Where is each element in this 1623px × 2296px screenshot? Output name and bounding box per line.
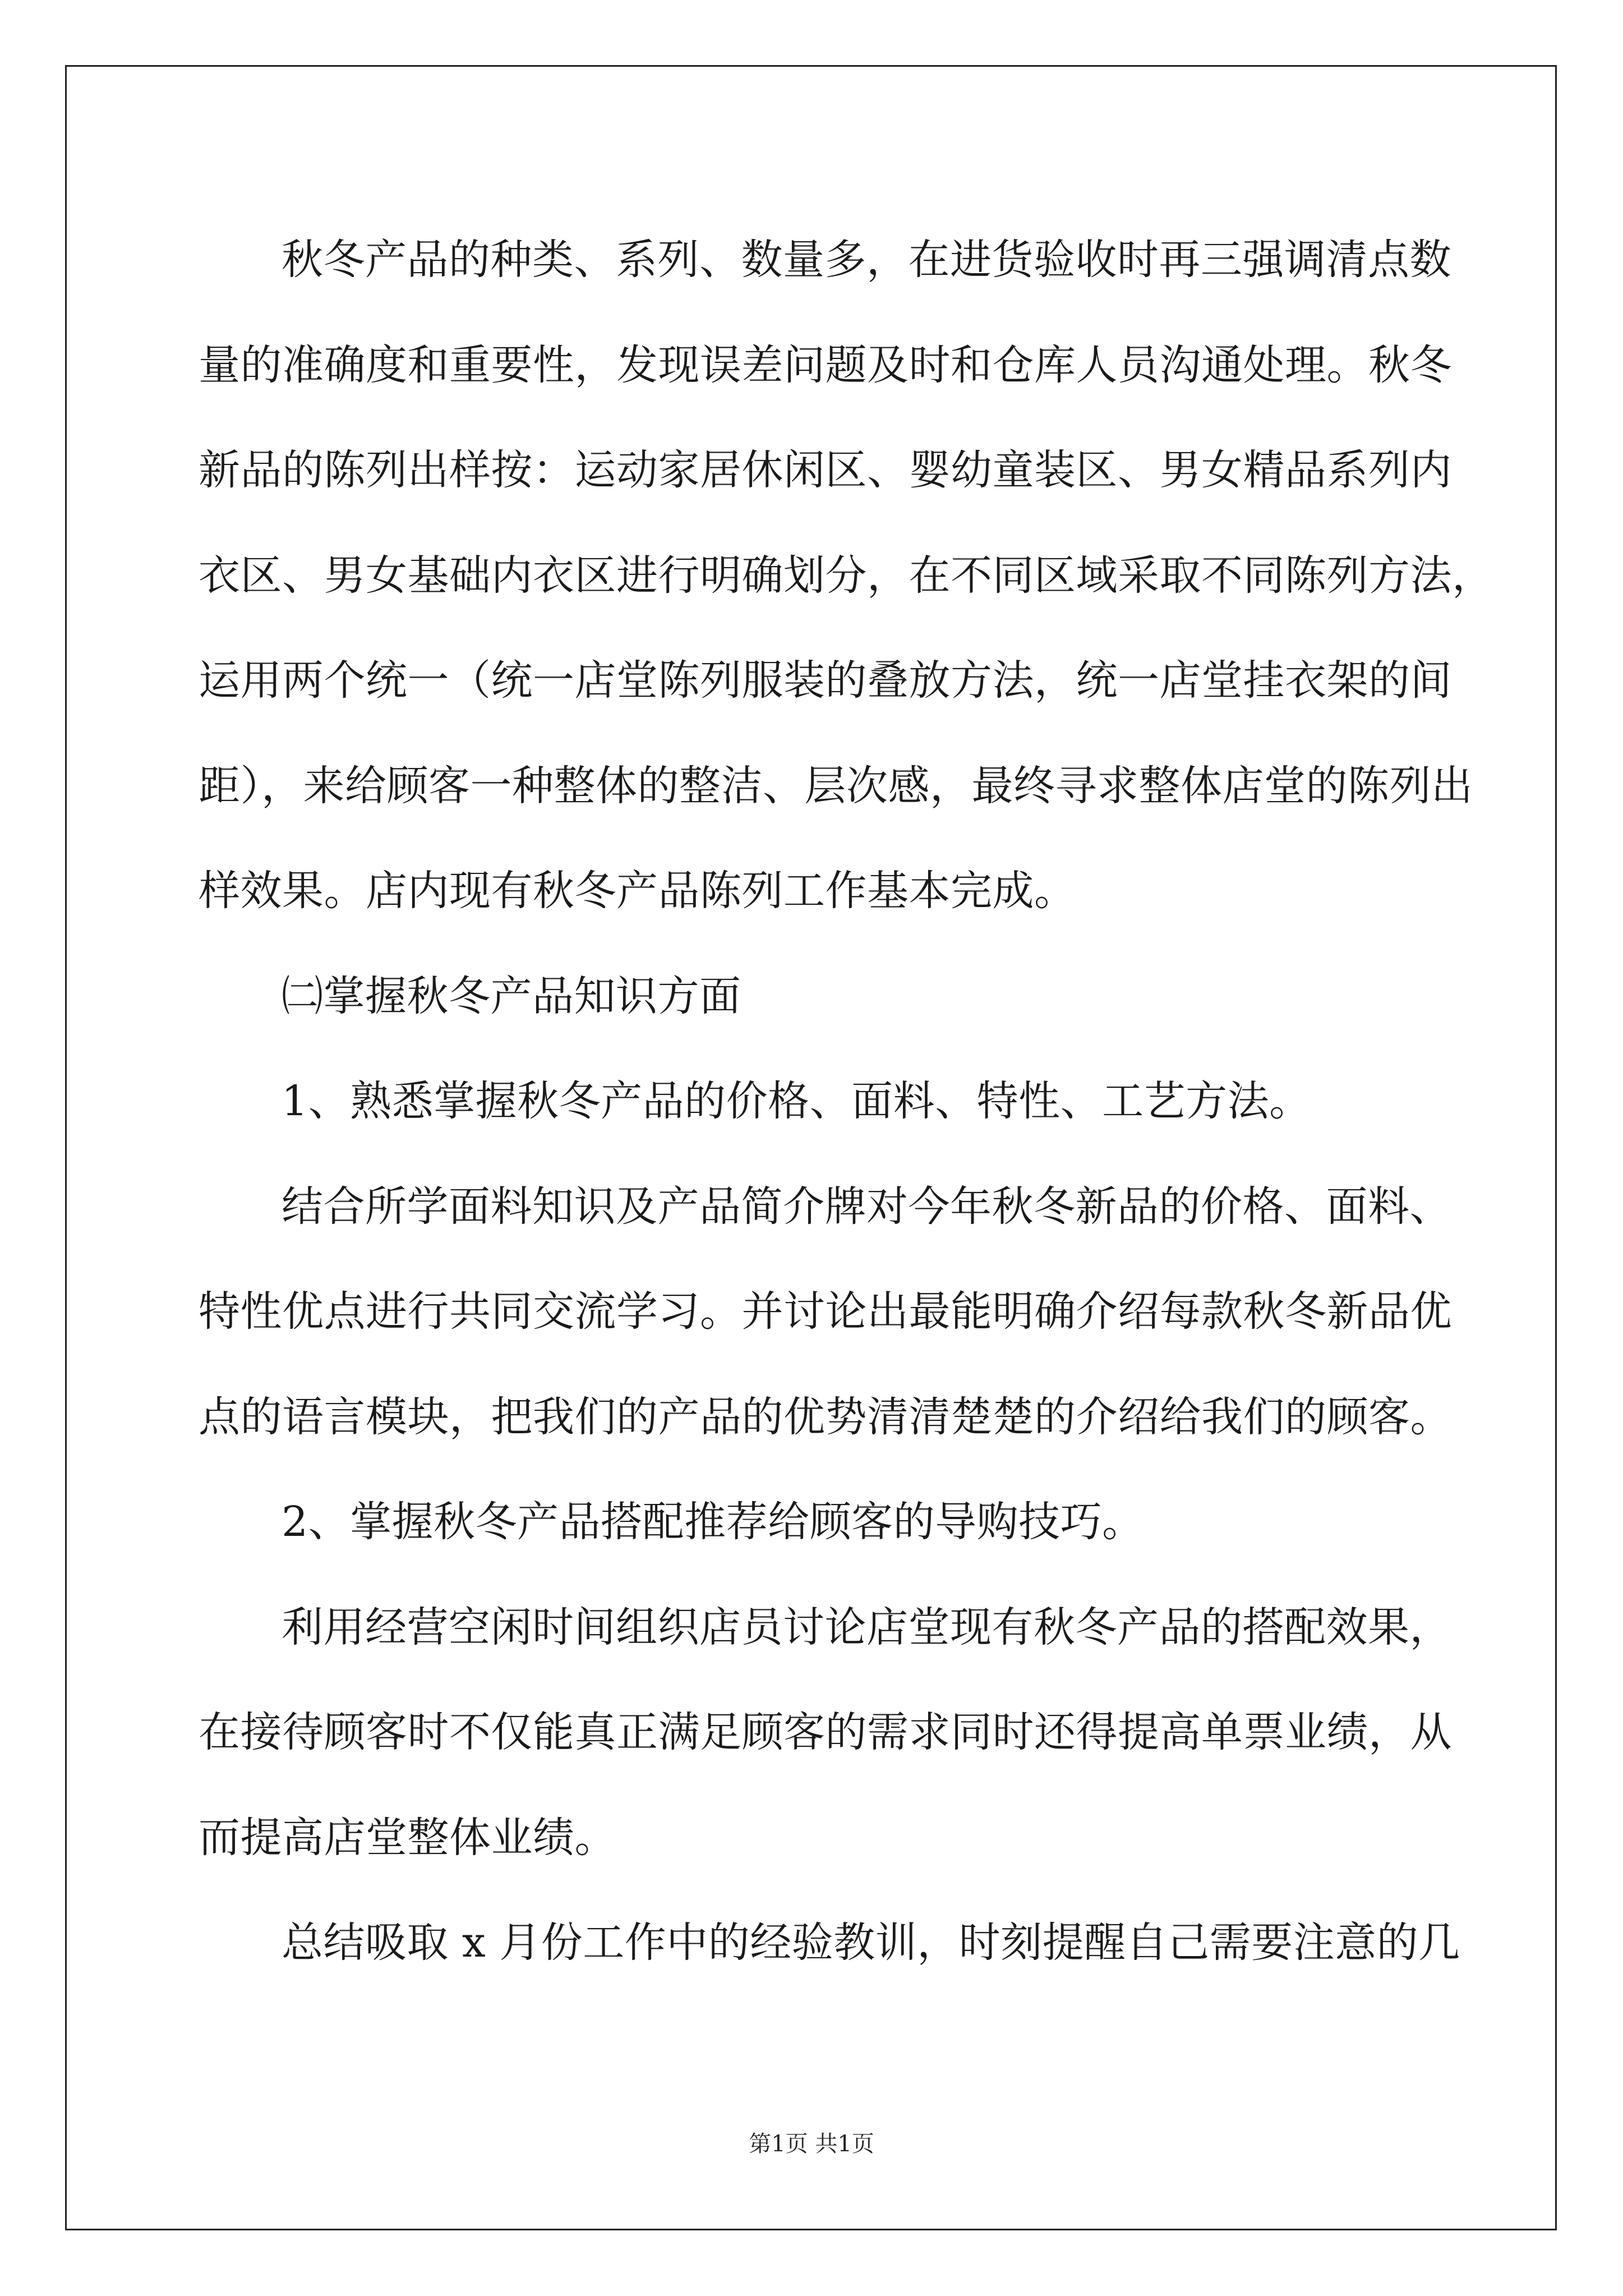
text-line: 秋冬产品的种类、系列、数量多，在进货验收时再三强调清点数 xyxy=(282,236,1451,284)
document-body xyxy=(199,208,1494,1996)
text-line: 衣区、男女基础内衣区进行明确划分，在不同区域采取不同陈列方法， xyxy=(199,551,1494,600)
item-heading: 2、掌握秋冬产品搭配推荐给顾客的导购技巧。 xyxy=(282,1498,1144,1546)
text-line: 特性优点进行共同交流学习。并讨论出最能明确介绍每款秋冬新品优 xyxy=(199,1287,1452,1336)
section-heading: ㈡掌握秋冬产品知识方面 xyxy=(282,972,741,1020)
text-line: 量的准确度和重要性，发现误差问题及时和仓库人员沟通处理。秋冬 xyxy=(199,341,1452,389)
item-heading: 1、熟悉掌握秋冬产品的价格、面料、特性、工艺方法。 xyxy=(282,1077,1311,1125)
text-line: 在接待顾客时不仅能真正满足顾客的需求同时还得提高单票业绩，从 xyxy=(199,1708,1452,1756)
text-line: 而提高店堂整体业绩。 xyxy=(199,1813,616,1862)
text-line: 利用经营空闲时间组织店员讨论店堂现有秋冬产品的搭配效果， xyxy=(282,1603,1451,1651)
text-line: 点的语言模块，把我们的产品的优势清清楚楚的介绍给我们的顾客。 xyxy=(199,1392,1452,1441)
text-line: 运用两个统一（统一店堂陈列服装的叠放方法，统一店堂挂衣架的间 xyxy=(199,656,1452,705)
text-line: 新品的陈列出样按：运动家居休闲区、婴幼童装区、男女精品系列内 xyxy=(199,446,1452,494)
page-footer: 第1页 共1页 xyxy=(749,2131,874,2157)
text-line: 样效果。店内现有秋冬产品陈列工作基本完成。 xyxy=(199,867,1076,915)
text-line: 结合所学面料知识及产品简介牌对今年秋冬新品的价格、面料、 xyxy=(282,1182,1451,1231)
text-line: 距），来给顾客一种整体的整洁、层次感，最终寻求整体店堂的陈列出 xyxy=(199,761,1473,810)
text-line: 总结吸取 x 月份工作中的经验教训，时刻提醒自己需要注意的几 xyxy=(282,1918,1460,1967)
